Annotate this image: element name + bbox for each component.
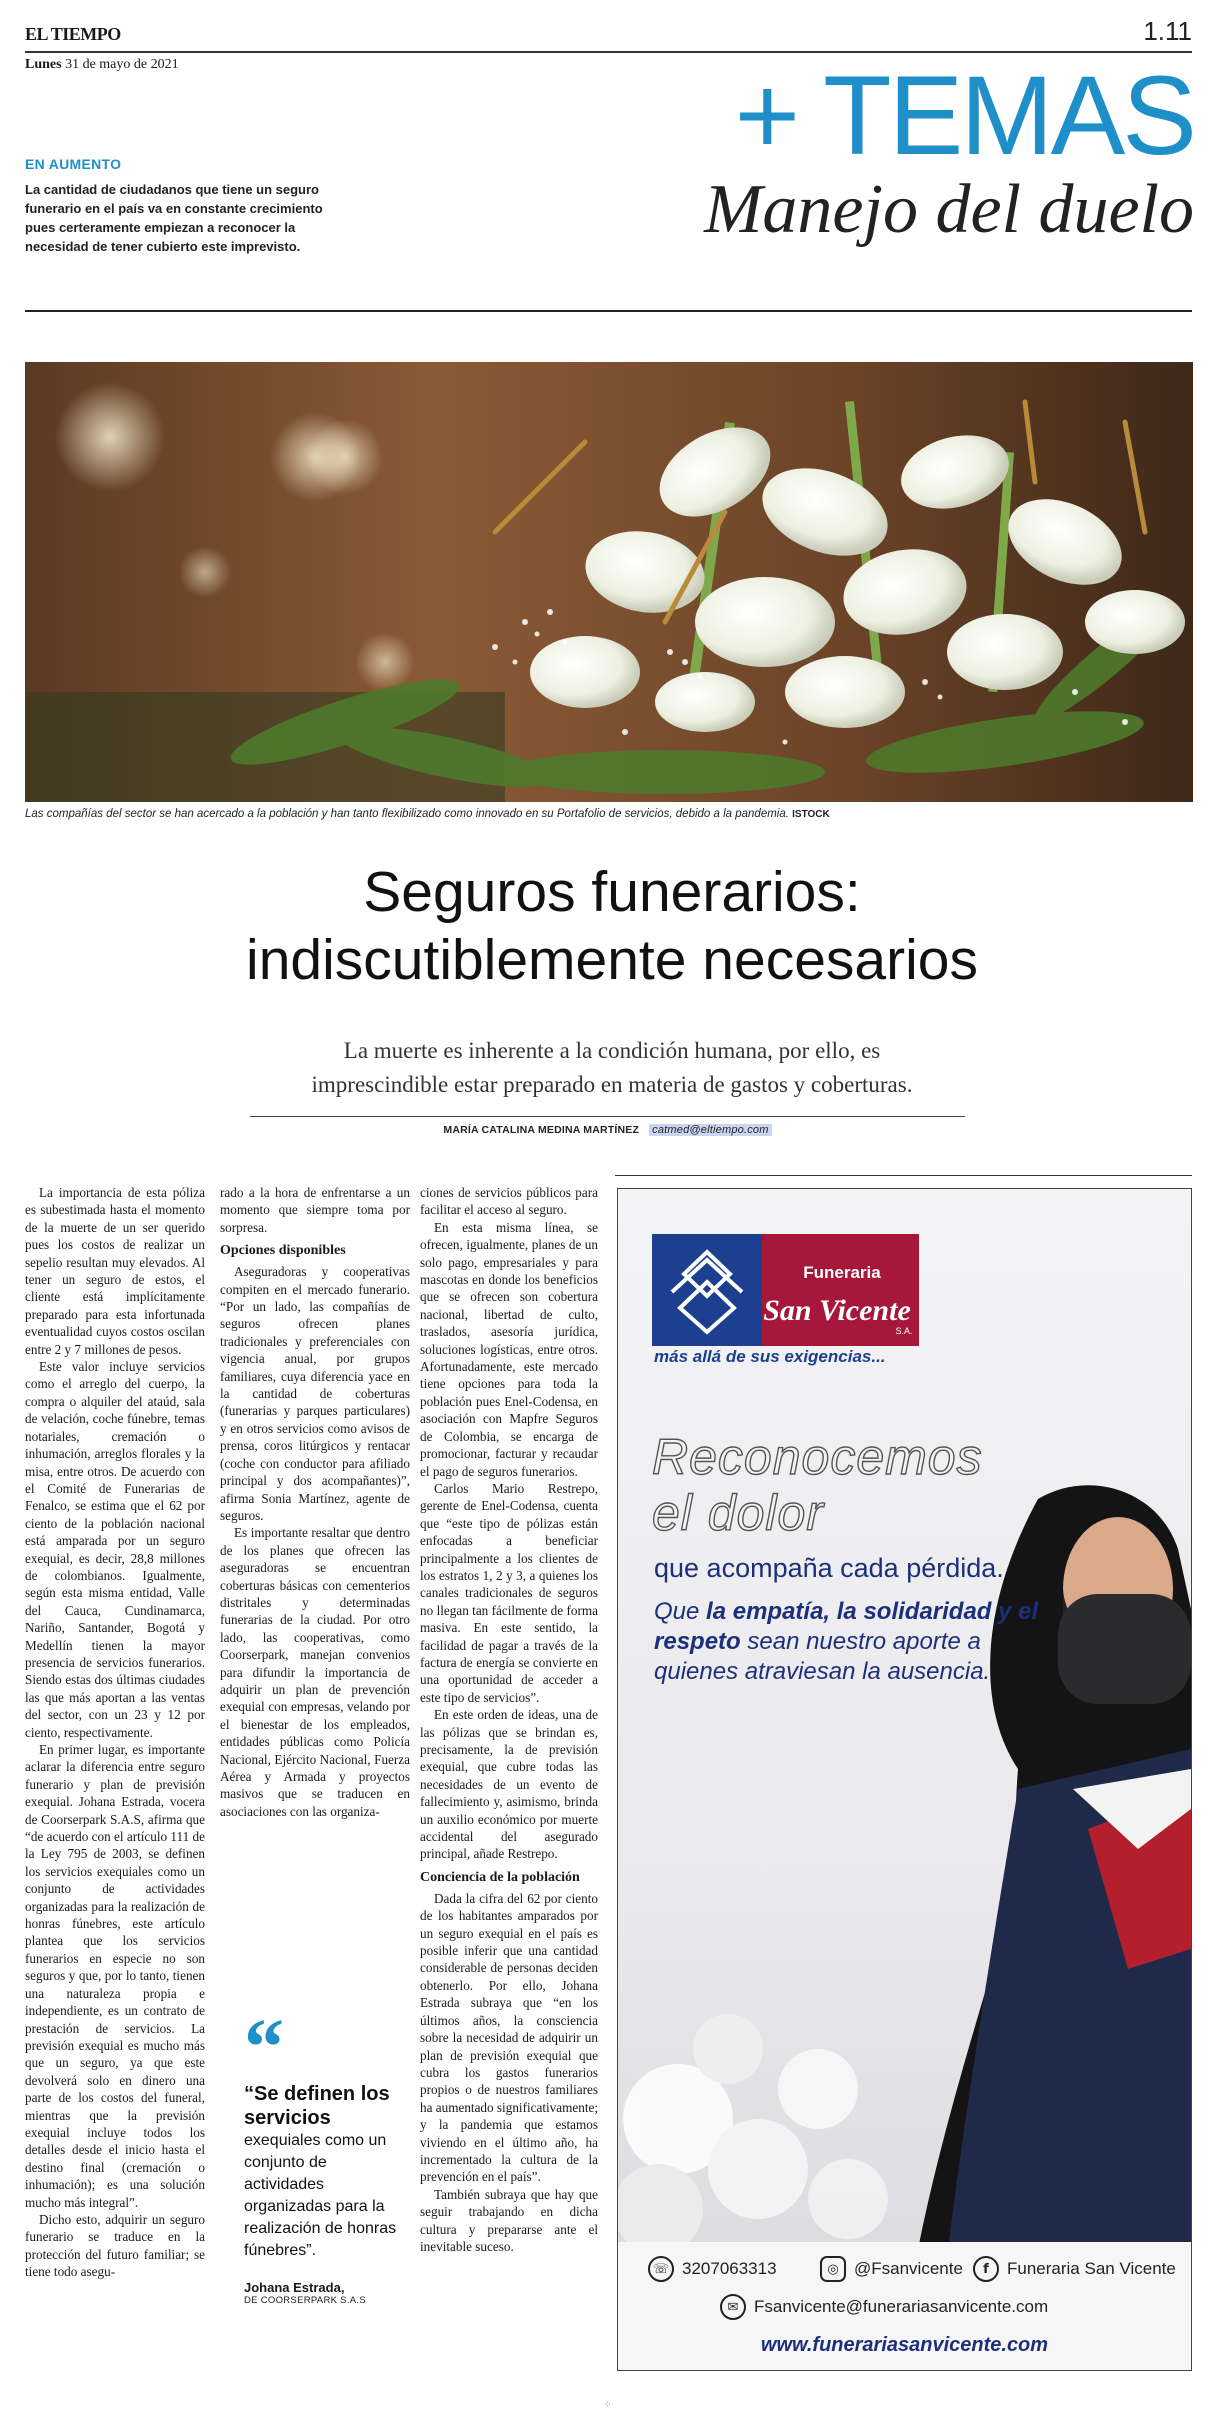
article-column-2 — [220, 1184, 410, 1820]
ad-body — [654, 1597, 1044, 1687]
date-day: Lunes — [25, 57, 62, 72]
quote-bold: “Se definen los servicios — [244, 2083, 390, 2129]
date-rest: 31 de mayo de 2021 — [65, 57, 179, 72]
quote-mark-icon: “ — [244, 2004, 276, 2092]
paragraph: En primer lugar, es importante aclarar la diferencia entre seguro funerario y plan de previsión exequial. Johana Estrada, vocera de Coorserpark S.A.S, afirma que “de acuerdo con el artículo 111 de la Ley 795 de 2003, se definen los servicios exequiales como un conjunto de actividades organizadas para la realización de honras fúnebres, este artículo plantea que los servicios funerarios en especie no son seguros y que, por lo tanto, tienen una naturaleza propia e independiente, es un contrato de prestación de servicios. La previsión exequial es mucho más que un seguro, ya que este devolverá solo en dinero una parte de los costos del funeral, mientras que la previsión exequial incluye todos los detalles desde el inicio hasta el destino final (cremación o inhumación); es una solución mucho más integral”. — [25, 1742, 205, 2210]
funeraria-san-vicente-logo — [652, 1234, 919, 1346]
article-headline — [0, 858, 1224, 994]
ad-subhead: que acompaña cada pérdida. — [654, 1553, 1004, 1583]
facebook-icon: f — [973, 2256, 999, 2282]
photo-caption — [25, 808, 1195, 820]
headline-line-1: Seguros funerarios: — [363, 860, 861, 924]
paragraph: Es importante resaltar que dentro de los planes que ofrecen las aseguradoras se encuentran coberturas básicas con cementerios distritales y determinadas funerarias de la ciudad. Por otro lado, las cooperativas, como Coorserpark, manejan convenios para difundir la importancia de adquirir un plan de prevención exequial con empresas, velando por el bienestar de los empleados, entidades públicas como Policía Nacional, Ejército Nacional, Fuerza Aérea y Armada y proyectos masivos que se traducen en asociaciones con las organiza- — [220, 1525, 410, 1819]
deck-line-2: imprescindible estar preparado en materia de gastos y coberturas. — [311, 1072, 913, 1097]
deck-line-1: La muerte es inherente a la condición humana, por ello, es — [343, 1038, 881, 1063]
ad-phone[interactable] — [648, 2256, 777, 2282]
ad-headline — [652, 1429, 983, 1541]
ad-headline-line-1: Reconocemos — [652, 1429, 983, 1485]
instagram-icon: ◎ — [820, 2256, 846, 2282]
whatsapp-icon: ☏ — [648, 2256, 674, 2282]
paragraph: Dicho esto, adquirir un seguro funerario se traduce en la protección del futuro familiar; se tiene todo asegu- — [25, 2211, 205, 2280]
paragraph: En este orden de ideas, una de las pólizas que se brindan es, precisamente, la de previsión exequial, que cubre todas las necesidades de un evento de fallecimiento y, asimismo, brinda un auxilio económico por muerte accidental del asegurado principal, añade Restrepo. — [420, 1707, 598, 1862]
author-email[interactable]: catmed@eltiempo.com — [649, 1124, 771, 1136]
ad-body-post: sean nuestro aporte a quienes atraviesan la ausencia. — [654, 1628, 991, 1685]
byline — [250, 1124, 965, 1136]
ad-tagline: más allá de sus exigencias... — [654, 1347, 886, 1366]
ad-website-link[interactable]: www.funerariasanvicente.com — [760, 2334, 1049, 2356]
paragraph: Carlos Mario Restrepo, gerente de Enel-Codensa, cuenta que “este tipo de pólizas están enfocadas a beneficiar principalmente a los clientes de los estratos 1, 2 y 3, a quienes los canales tradicionales de seguros no llegan tan fácilmente de forma masiva. En este sentido, la facilidad de pagar a través de la factura de energía se convierte en una oportunidad de acceder a este tipo de servicios”. — [420, 1480, 598, 1705]
ad-email[interactable] — [720, 2294, 1048, 2320]
paragraph: También subraya que hay que seguir trabajando en dicha cultura y prepararse ante el inevitable suceso. — [420, 2186, 598, 2254]
ad-facebook-name: Funeraria San Vicente — [1007, 2259, 1176, 2278]
ad-rule — [615, 1175, 1192, 1176]
article-column-3 — [420, 1184, 598, 2255]
caption-text: Las compañías del sector se han acercado a la población y han tanto flexibilizado como innovado en su Portafolio de servicios, debido a la pandemia. — [25, 808, 789, 820]
logo-brand-suffix: S.A. — [895, 1326, 913, 1336]
page-corner-mark: ⁘ — [604, 2400, 612, 2410]
author-name: MARÍA CATALINA MEDINA MARTÍNEZ — [443, 1124, 640, 1136]
ad-instagram[interactable] — [820, 2256, 963, 2282]
dateline — [25, 57, 179, 73]
paragraph: ciones de servicios públicos para facilitar el acceso al seguro. — [420, 1185, 598, 1218]
section-title: + TEMAS — [734, 53, 1194, 178]
headline-line-2: indiscutiblemente necesarios — [246, 928, 978, 992]
page-number: 1.11 — [1143, 16, 1192, 46]
quote-text: exequiales como un conjunto de actividades organizadas para la realización de honras fúnebres”. — [244, 2132, 397, 2259]
section-subtitle: Manejo del duelo — [704, 171, 1194, 248]
ad-contact-footer — [618, 2242, 1191, 2370]
ad-phone-number: 3207063313 — [682, 2259, 777, 2278]
paragraph: La importancia de esta póliza es subestimada hasta el momento de la muerte de un ser querido pues los costos de realizar un sepelio resultan muy elevados. Al tener un seguro de estos, el cliente está implícitamente preparado para esta infortunada eventualidad cuyos costos oscilan entre 2 y 7 millones de pesos. — [25, 1185, 205, 1357]
sidebar-kicker: EN AUMENTO — [25, 156, 122, 172]
quote-author: Johana Estrada, — [244, 2280, 345, 2295]
flowers-photo — [25, 362, 1193, 802]
masthead: EL TIEMPO — [25, 24, 121, 44]
paragraph: Aseguradoras y cooperativas compiten en el mercado funerario. “Por un lado, las compañías de seguros ofrecen planes tradicionales y preferenciales con vigencia anual, por grupos familiares, cuya diferencia yace en la cantidad de coberturas (funerarias y parques particulares) y en otros servicios como avisos de prensa, coros litúrgicos y rentacar (coche con conductor para afiliado principal y dos acompañantes)”, afirma Sonia Martínez, agente de seguros. — [220, 1264, 410, 1523]
subheading: Opciones disponibles — [220, 1243, 346, 1259]
subheading: Conciencia de la población — [420, 1869, 580, 1885]
paragraph: rado a la hora de enfrentarse a un momento que siempre toma por sorpresa. — [220, 1185, 410, 1235]
article-photo — [25, 362, 1193, 802]
ad-headline-line-2: el dolor — [652, 1485, 824, 1541]
email-icon: ✉ — [720, 2294, 746, 2320]
paragraph: Este valor incluye servicios como el arreglo del cuerpo, la compra o alquiler del ataúd, sala de velación, coche fúnebre, temas notariales, cremación o inhumación, arreglos florales y la misa, entre otros. De acuerdo con el Comité de Funerarias de Fenalco, se estima que el 62 por ciento de la población nacional está amparada por un seguro exequial, es decir, 28,8 millones de colombianos. Igualmente, según esta misma entidad, Valle del Cauca, Cundinamarca, Nariño, Santander, Bogotá y Medellín tienen la mayor presencia de servicios funerarios. Siendo estas dos últimas ciudades las que más aportan a las ventas del sector, con un 23 y 12 por ciento, respectivamente. — [25, 1359, 205, 1740]
paragraph: Dada la cifra del 62 por ciento de los habitantes amparados por un seguro exequial en el país es posible inferir que una cantidad considerable de personas deciden obtenerlo. Por ello, Johana Estrada subraya que “en los últimos años, la consciencia sobre la necesidad de adquirir un plan de previsión exequial que cubra los gastos funerarios propios o de nuestros familiares ha aumentado significativamente; y la pandemia que estamos viviendo en el último año, ha incrementado la cultura de la prevención en el país”. — [420, 1890, 598, 2185]
ad-body-pre: Que — [654, 1598, 707, 1625]
paragraph: En esta misma línea, se ofrecen, igualmente, planes de un solo pago, empresariales y para mascotas en donde los beneficios que se ofrecen son cobertura nacional, libertad de culto, traslados, asesoría jurídica, soluciones logísticas, entre otros. Afortunadamente, este mercado tiene opciones para toda la población pues Enel-Codensa, en asociación con Mapfre Seguros de Colombia, se encarga de promocionar, facturar y recaudar el pago de seguros funerarios. — [420, 1219, 598, 1479]
ad-email-address: Fsanvicente@funerariasanvicente.com — [754, 2297, 1049, 2316]
logo-brand-name: San Vicente — [763, 1294, 911, 1327]
pull-quote — [244, 2004, 404, 2306]
ad-body-bold: la empatía, la solidaridad y el respeto — [654, 1598, 1039, 1655]
section-rule — [25, 310, 1192, 312]
photo-credit: ISTOCK — [792, 809, 830, 820]
sidebar-text: La cantidad de ciudadanos que tiene un seguro funerario en el país va en constante crecimiento pues certeramente empiezan a reconocer la necesidad de tener cubierto este imprevisto. — [25, 182, 323, 254]
ad-facebook[interactable] — [973, 2256, 1176, 2282]
quote-role: DE COORSERPARK S.A.S — [244, 2295, 366, 2306]
byline-rule — [250, 1116, 965, 1117]
article-column-1 — [25, 1184, 205, 2281]
advertisement[interactable] — [617, 1188, 1192, 2371]
article-deck — [0, 1034, 1224, 1102]
logo-brand-top: Funeraria — [803, 1263, 881, 1282]
ad-instagram-handle: @Fsanvicente — [854, 2259, 963, 2278]
